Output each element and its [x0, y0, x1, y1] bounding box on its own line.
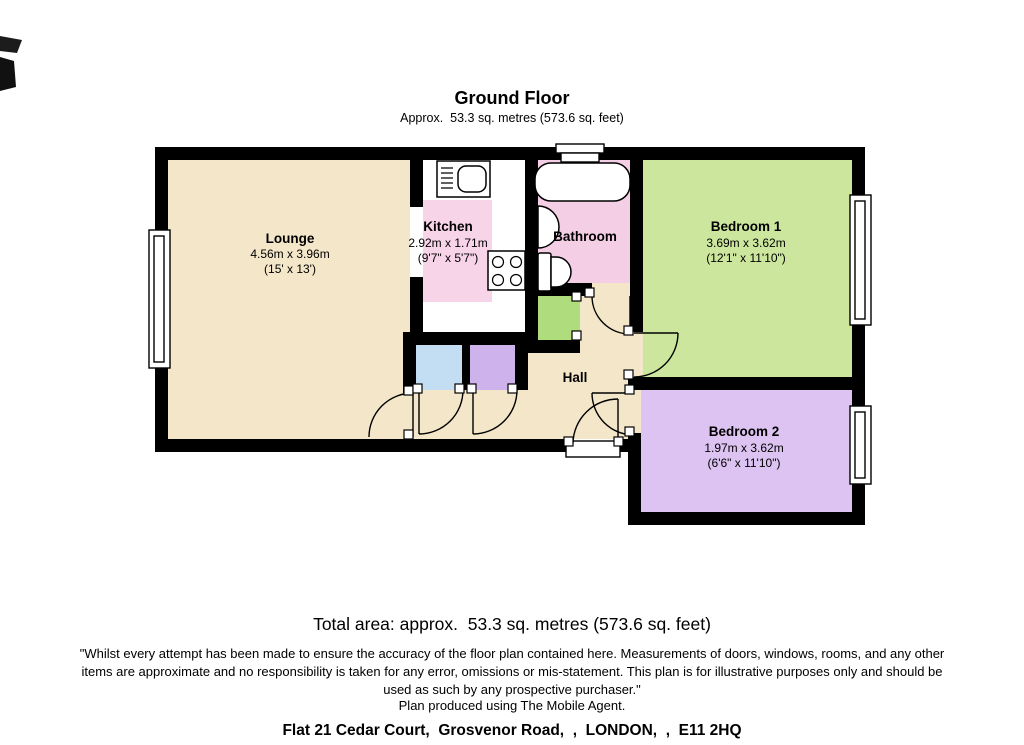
- produced-by-text: Plan produced using The Mobile Agent.: [398, 698, 626, 713]
- bedroom1-dim-imperial: (12'1" x 11'10"): [706, 251, 786, 265]
- lounge-dim-imperial: (15' x 13'): [264, 262, 316, 276]
- total-area-text: Total area: approx. 53.3 sq. metres (573.6 sq. feet): [313, 614, 711, 634]
- room-label-bedroom1: [706, 219, 786, 265]
- lounge-name: Lounge: [265, 231, 315, 246]
- kitchen-name: Kitchen: [423, 219, 473, 234]
- disclaimer-line-1: "Whilst every attempt has been made to ensure the accuracy of the floor plan contained here. Measurements of doors, windows, rooms, and any other: [79, 646, 945, 661]
- property-address: Flat 21 Cedar Court, Grosvenor Road, , LONDON, , E11 2HQ: [282, 722, 742, 739]
- bedroom2-window: [850, 406, 871, 484]
- bedroom1-dim-metric: 3.69m x 3.62m: [706, 236, 786, 250]
- hob-icon: [488, 251, 525, 290]
- cupboard-purple: [470, 345, 515, 390]
- bedroom2-dim-metric: 1.97m x 3.62m: [704, 441, 784, 455]
- bedroom1-name: Bedroom 1: [710, 219, 782, 234]
- disclaimer-line-3: used as such by any prospective purchaser.": [383, 682, 641, 697]
- lounge-window: [149, 230, 170, 368]
- kitchen-sink-icon: [437, 161, 490, 197]
- hall-name: Hall: [562, 370, 588, 385]
- page-subtitle: Approx. 53.3 sq. metres (573.6 sq. feet): [400, 111, 624, 125]
- bedroom1-window: [850, 195, 871, 325]
- room-label-bathroom: [553, 229, 617, 244]
- room-bedroom1-floor: [643, 160, 852, 377]
- kitchen-dim-metric: 2.92m x 1.71m: [408, 236, 488, 250]
- bedroom2-dim-imperial: (6'6" x 11'10"): [707, 456, 781, 470]
- lounge-dim-metric: 4.56m x 3.96m: [250, 247, 330, 261]
- bathroom-window: [556, 144, 604, 162]
- bedroom2-name: Bedroom 2: [708, 424, 780, 439]
- disclaimer-line-2: items are approximate and no responsibility is taken for any error, omissions or mis-statement. This plan is for illustrative purposes only and should be: [81, 664, 943, 679]
- room-label-bedroom2: [704, 424, 783, 470]
- kitchen-dim-imperial: (9'7" x 5'7"): [417, 251, 479, 265]
- cupboard-blue: [416, 345, 462, 390]
- bathtub-icon: [535, 163, 630, 201]
- scan-artifact: [0, 36, 22, 91]
- room-label-hall: [563, 370, 588, 385]
- bathroom-name: Bathroom: [553, 229, 617, 244]
- entrance-threshold: [566, 441, 620, 457]
- page-title: Ground Floor: [454, 88, 570, 108]
